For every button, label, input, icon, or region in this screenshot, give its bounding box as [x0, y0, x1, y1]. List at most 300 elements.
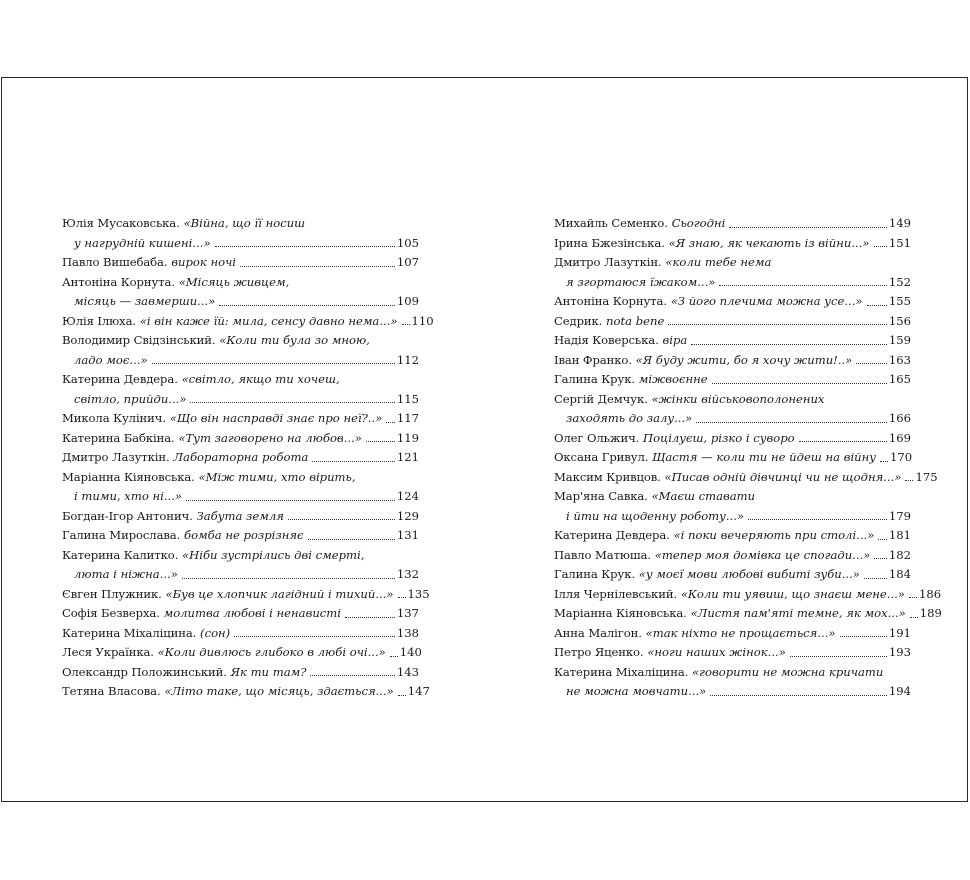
toc-entry [62, 253, 419, 273]
toc-title: «і поки вечеряють при столі...» [673, 528, 875, 542]
toc-entry-line [554, 292, 911, 312]
toc-entry [62, 604, 419, 624]
toc-entry-line [554, 604, 942, 624]
toc-author: Ірина Бжезінська [554, 235, 662, 250]
toc-separator: . [223, 664, 231, 679]
toc-separator: . [644, 450, 653, 464]
toc-entry-continuation [62, 487, 419, 507]
toc-title: бомба не розрізняє [184, 528, 304, 542]
toc-entry-line [554, 526, 911, 546]
toc-separator: . [166, 450, 174, 464]
toc-leader-dots [386, 421, 395, 423]
toc-entry [554, 429, 911, 449]
toc-separator: . [191, 469, 199, 484]
toc-title: Сьогодні [671, 216, 726, 230]
toc-title: «Листя пам'яті темне, як мох...» [690, 606, 906, 620]
toc-separator: . [638, 625, 646, 640]
toc-separator: . [673, 586, 681, 601]
toc-leader-dots [152, 362, 395, 364]
toc-entry-continuation [554, 507, 911, 527]
toc-leader-dots [856, 362, 887, 364]
toc-separator: . [132, 313, 140, 328]
toc-separator: . [628, 352, 636, 367]
toc-leader-dots [729, 226, 887, 228]
toc-entry [62, 507, 419, 527]
toc-page-number: 166 [888, 411, 911, 425]
toc-entry-line [554, 331, 911, 351]
toc-page-number: 186 [918, 586, 942, 601]
toc-leader-dots [840, 635, 887, 637]
toc-separator: . [211, 333, 220, 347]
toc-page-number: 135 [407, 586, 430, 601]
toc-page-number: 110 [411, 313, 434, 328]
toc-page-number: 107 [396, 255, 419, 269]
toc-title: Як ти там? [230, 664, 307, 679]
toc-author: Антоніна Корнута [62, 274, 172, 289]
toc-entry-line [554, 429, 911, 449]
toc-separator: . [661, 235, 669, 250]
toc-entry-line [62, 624, 419, 644]
toc-title: «Писав одній дівчинці чи не щодня...» [664, 469, 902, 484]
toc-leader-dots [402, 323, 410, 325]
toc-separator: . [683, 606, 691, 620]
toc-leader-dots [909, 596, 917, 598]
toc-page-number: 124 [396, 489, 419, 503]
toc-page-number: 179 [888, 508, 911, 523]
toc-entry-line [62, 682, 430, 702]
toc-separator: . [663, 294, 671, 308]
toc-leader-dots [186, 499, 395, 501]
toc-entry-line [62, 585, 430, 605]
toc-entry [554, 292, 911, 312]
toc-page-number: 170 [890, 450, 913, 464]
toc-entry [62, 663, 419, 683]
toc-author: Павло Матюша [554, 547, 648, 562]
toc-title: я згортаюся їжаком...» [566, 274, 716, 289]
toc-entry [62, 546, 419, 585]
toc-author: Євген Плужник [62, 586, 159, 601]
toc-entry-line [62, 370, 419, 390]
toc-page-number: 121 [396, 450, 419, 464]
toc-leader-dots [234, 635, 395, 637]
toc-page-number: 169 [888, 430, 911, 445]
toc-title: «Війна, що її носиш [183, 216, 306, 230]
toc-entry-line [62, 448, 419, 468]
toc-title: «Що він насправді знає про неї?..» [169, 411, 383, 425]
toc-author: Юлія Ілюха [62, 313, 133, 328]
toc-separator: . [631, 372, 639, 386]
toc-entry [554, 468, 938, 488]
toc-title: «Я буду жити, бо я хочу жити!..» [635, 352, 853, 367]
toc-entry [62, 370, 419, 409]
toc-leader-dots [874, 557, 887, 559]
toc-leader-dots [240, 265, 395, 267]
toc-author: Тетяна Власова [62, 684, 157, 698]
toc-entry [554, 253, 911, 292]
toc-entry-line [554, 448, 911, 468]
toc-title: «ноги наших жінок...» [647, 645, 786, 659]
toc-author: Надія Коверська [554, 333, 656, 347]
toc-title: «тепер моя домівка це спогади...» [654, 547, 871, 562]
toc-separator: . [635, 430, 644, 445]
toc-title: «говорити не можна кричати [692, 664, 884, 679]
toc-entry-line [554, 663, 911, 683]
toc-author: Галина Крук [554, 372, 632, 386]
toc-leader-dots [215, 245, 395, 247]
toc-page-number: 129 [396, 508, 419, 523]
toc-author: Юлія Мусаковська [62, 216, 177, 230]
toc-separator: . [644, 489, 652, 503]
book-spread [1, 77, 968, 802]
toc-entry [554, 585, 942, 605]
toc-author: Софія Безверха [62, 606, 157, 620]
toc-page-number: 184 [888, 567, 911, 581]
toc-author: Катерина Девдера [62, 372, 175, 386]
toc-author: Максим Кривцов [554, 469, 658, 484]
toc-author: Дмитро Лазуткін [62, 450, 166, 464]
toc-leader-dots [874, 245, 887, 247]
toc-author: Павло Вишебаба [62, 255, 164, 269]
toc-entry [62, 468, 419, 507]
toc-entry-line [554, 370, 911, 390]
toc-title: «Літо таке, що місяць, здається...» [164, 684, 394, 698]
toc-page-number: 147 [407, 684, 430, 698]
toc-entry [554, 214, 911, 234]
toc-author: Оксана Гривул [554, 450, 645, 464]
toc-page-number: 151 [888, 235, 911, 250]
toc-leader-dots [905, 479, 913, 481]
toc-entry [62, 331, 419, 370]
toc-author: Антоніна Корнута [554, 294, 664, 308]
toc-title: «коли тебе нема [665, 255, 772, 269]
toc-leader-dots [878, 538, 887, 540]
toc-separator: . [684, 664, 693, 679]
toc-title: світло, прийди...» [74, 391, 187, 406]
toc-title: Поцілуєш, різко і суворо [643, 430, 795, 445]
toc-entry [62, 273, 419, 312]
toc-title: «так ніхто не прощається...» [645, 625, 836, 640]
toc-author: Михайль Семенко [554, 216, 665, 230]
toc-page-number: 119 [396, 430, 419, 445]
toc-title: «Коли ти уявиш, що знаєш мене...» [680, 586, 905, 601]
toc-page-number: 149 [888, 216, 911, 230]
toc-entry [62, 526, 419, 546]
toc-title: міжвоєнне [638, 372, 708, 386]
toc-author: Маріанна Кіяновська [62, 469, 192, 484]
toc-page-number: 193 [888, 645, 911, 659]
toc-author: Галина Мирослава [62, 528, 177, 542]
toc-entry [62, 643, 422, 663]
toc-separator: . [631, 567, 639, 581]
toc-title: Забута земля [196, 508, 284, 523]
toc-entry-continuation [62, 565, 419, 585]
toc-entry [554, 526, 911, 546]
toc-entry-line [554, 624, 911, 644]
toc-author: Катерина Бабкіна [62, 430, 172, 445]
toc-separator: . [655, 333, 663, 347]
toc-page-number: 138 [396, 625, 419, 640]
toc-title: «світло, якщо ти хочеш, [181, 372, 340, 386]
toc-leader-dots [710, 694, 887, 696]
toc-title: у нагрудній кишені...» [74, 235, 211, 250]
toc-entry-line [554, 214, 911, 234]
toc-entry-continuation [554, 682, 911, 702]
toc-leader-dots [310, 674, 394, 676]
toc-entry-line [554, 585, 942, 605]
toc-leader-dots [719, 284, 886, 286]
toc-entry [554, 312, 911, 332]
toc-separator: . [664, 216, 672, 230]
toc-author: Седрик [554, 313, 599, 328]
toc-page-number: 156 [888, 313, 911, 328]
toc-page-number: 105 [396, 235, 419, 250]
toc-entry [554, 565, 911, 585]
toc-separator: . [150, 645, 158, 659]
toc-entry-continuation [62, 234, 419, 254]
toc-entry [554, 604, 942, 624]
toc-title: не можна мовчати...» [566, 684, 707, 698]
toc-entry [554, 331, 911, 351]
toc-left-column [62, 214, 434, 702]
toc-author: Леся Українка [62, 645, 151, 659]
toc-leader-dots [712, 382, 887, 384]
toc-entry [554, 351, 911, 371]
toc-entry-line [62, 429, 419, 449]
toc-separator: . [171, 274, 179, 289]
toc-author: Петро Яценко [554, 645, 640, 659]
toc-entry-line [62, 331, 419, 351]
toc-entry [554, 234, 911, 254]
toc-author: Олександр Положинський [62, 664, 224, 679]
toc-author: Сергій Демчук [554, 391, 645, 406]
toc-leader-dots [345, 616, 395, 618]
toc-author: Олег Ольжич [554, 430, 636, 445]
toc-author: Іван Франко [554, 352, 629, 367]
toc-leader-dots [910, 616, 918, 618]
toc-author: Микола Кулінич [62, 411, 163, 425]
toc-page-number: 181 [888, 528, 911, 542]
toc-entry-line [554, 565, 911, 585]
toc-leader-dots [668, 323, 886, 325]
toc-entry [554, 546, 911, 566]
toc-entry [62, 448, 419, 468]
toc-leader-dots [190, 401, 394, 403]
toc-page-number: 109 [396, 294, 419, 308]
toc-entry-line [554, 351, 911, 371]
toc-separator: . [598, 313, 607, 328]
toc-title: «Коли дивлюсь глибоко в любі очі...» [157, 645, 386, 659]
toc-page-number: 140 [399, 645, 422, 659]
toc-author: Дмитро Лазуткін [554, 255, 658, 269]
toc-entry-line [554, 643, 911, 663]
toc-leader-dots [867, 304, 887, 306]
toc-entry-line [62, 273, 419, 293]
toc-entry [62, 624, 419, 644]
toc-entry-line [554, 234, 911, 254]
toc-page-number: 132 [396, 567, 419, 581]
toc-separator: . [644, 391, 652, 406]
toc-entry [554, 624, 911, 644]
toc-separator: . [657, 469, 665, 484]
toc-leader-dots [691, 343, 887, 345]
toc-title: і йти на щоденну роботу...» [566, 508, 745, 523]
toc-entry [554, 448, 911, 468]
toc-separator: . [189, 508, 197, 523]
toc-author: Володимир Свідзінський [62, 333, 212, 347]
toc-entry-line [62, 312, 434, 332]
toc-leader-dots [366, 440, 395, 442]
toc-page-number: 112 [396, 352, 419, 367]
toc-title: люта і ніжна...» [74, 567, 178, 581]
toc-separator: . [156, 684, 165, 698]
toc-entry-continuation [62, 292, 419, 312]
toc-leader-dots [390, 655, 398, 657]
toc-separator: . [156, 606, 164, 620]
toc-leader-dots [219, 304, 395, 306]
toc-leader-dots [790, 655, 887, 657]
toc-leader-dots [308, 538, 395, 540]
toc-page-number: 194 [888, 684, 911, 698]
toc-leader-dots [799, 440, 887, 442]
toc-entry [62, 429, 419, 449]
toc-entry [62, 682, 430, 702]
toc-title: «Був це хлопчик лагідний і тихий...» [165, 586, 394, 601]
toc-page-number: 155 [888, 294, 911, 308]
toc-title: «З його плечима можна усе...» [670, 294, 863, 308]
toc-separator: . [658, 255, 666, 269]
toc-entry [554, 643, 911, 663]
toc-separator: . [174, 547, 183, 562]
toc-entry-continuation [62, 390, 419, 410]
toc-leader-dots [288, 518, 395, 520]
toc-author: Мар'яна Савка [554, 489, 645, 503]
toc-separator: . [192, 625, 201, 640]
toc-title: «жінки військовополонених [651, 391, 825, 406]
toc-entry-line [62, 643, 422, 663]
toc-separator: . [639, 645, 648, 659]
toc-entry-line [62, 507, 419, 527]
toc-leader-dots [182, 577, 395, 579]
toc-entry [62, 214, 419, 253]
toc-separator: . [647, 547, 655, 562]
toc-page-number: 182 [888, 547, 911, 562]
toc-entry-line [62, 214, 419, 234]
toc-separator: . [176, 528, 184, 542]
toc-entry-line [554, 312, 911, 332]
toc-title: і тими, хто ні...» [74, 489, 182, 503]
toc-entry [554, 370, 911, 390]
toc-title: молитва любові і ненависті [163, 606, 341, 620]
toc-entry-line [62, 253, 419, 273]
toc-title: «і він каже їй: мила, сенсу давно нема...» [139, 313, 398, 328]
toc-page-number: 189 [919, 606, 942, 620]
toc-leader-dots [312, 460, 395, 462]
toc-entry-line [62, 468, 419, 488]
toc-leader-dots [864, 577, 887, 579]
toc-author: Маріанна Кіяновська [554, 606, 684, 620]
toc-entry-line [62, 409, 419, 429]
toc-right-column [554, 214, 942, 702]
toc-separator: . [176, 216, 184, 230]
toc-page-number: 117 [396, 411, 419, 425]
toc-separator: . [162, 411, 170, 425]
toc-separator: . [171, 430, 179, 445]
toc-page-number: 191 [888, 625, 911, 640]
toc-leader-dots [748, 518, 887, 520]
toc-author: Ілля Чернілевський [554, 586, 674, 601]
toc-entry [554, 663, 911, 702]
toc-entry [554, 487, 911, 526]
toc-page-number: 163 [888, 352, 911, 367]
toc-author: Анна Малігон [554, 625, 639, 640]
toc-title: nota bene [606, 313, 665, 328]
toc-title: «Ніби зустрілись дві смерті, [182, 547, 365, 562]
toc-entry-line [554, 546, 911, 566]
toc-entry-line [62, 663, 419, 683]
toc-entry [62, 585, 430, 605]
toc-title: «Між тими, хто вірить, [198, 469, 356, 484]
toc-entry-continuation [62, 351, 419, 371]
toc-author: Катерина Міхаліцина [554, 664, 685, 679]
toc-title: віра [662, 333, 688, 347]
toc-leader-dots [880, 460, 888, 462]
toc-page-number: 165 [888, 372, 911, 386]
toc-entry-line [62, 604, 419, 624]
toc-page-number: 175 [915, 469, 938, 484]
toc-entry-line [554, 468, 938, 488]
toc-page-number: 137 [396, 606, 419, 620]
toc-title: (сон) [200, 625, 231, 640]
toc-author: Галина Крук [554, 567, 632, 581]
toc-separator: . [666, 528, 674, 542]
toc-title: «Я знаю, як чекають із війни...» [668, 235, 870, 250]
toc-entry-line [554, 487, 911, 507]
toc-separator: . [158, 586, 166, 601]
toc-page-number: 152 [888, 274, 911, 289]
toc-entry-line [554, 390, 911, 410]
toc-entry-continuation [554, 409, 911, 429]
toc-leader-dots [696, 421, 887, 423]
toc-entry-line [62, 526, 419, 546]
toc-title: місяць — завмерши...» [74, 294, 216, 308]
toc-author: Катерина Калитко [62, 547, 175, 562]
toc-page-number: 143 [396, 664, 419, 679]
toc-title: «у моєї мови любові вибиті зуби...» [638, 567, 860, 581]
toc-leader-dots [398, 694, 406, 696]
toc-entry-continuation [554, 273, 911, 293]
toc-page-number: 131 [396, 528, 419, 542]
toc-entry [62, 312, 434, 332]
toc-separator: . [174, 372, 182, 386]
toc-author: Богдан-Ігор Антонич [62, 508, 190, 523]
toc-title: Щастя — коли ти не йдеш на війну [652, 450, 877, 464]
toc-title: «Тут заговорено на любов...» [178, 430, 362, 445]
toc-title: «Коли ти була зо мною, [219, 333, 370, 347]
toc-entry [62, 409, 419, 429]
toc-entry [554, 390, 911, 429]
toc-title: заходять до залу...» [566, 411, 693, 425]
toc-title: ладо моє...» [74, 352, 148, 367]
toc-title: «Місяць живцем, [178, 274, 290, 289]
toc-entry-line [554, 253, 911, 273]
toc-title: вирок ночі [171, 255, 236, 269]
toc-title: «Маєш ставати [651, 489, 756, 503]
toc-author: Катерина Девдера [554, 528, 667, 542]
toc-title: Лабораторна робота [173, 450, 309, 464]
toc-page-number: 159 [888, 333, 911, 347]
toc-separator: . [163, 255, 172, 269]
toc-page-number: 115 [396, 391, 419, 406]
